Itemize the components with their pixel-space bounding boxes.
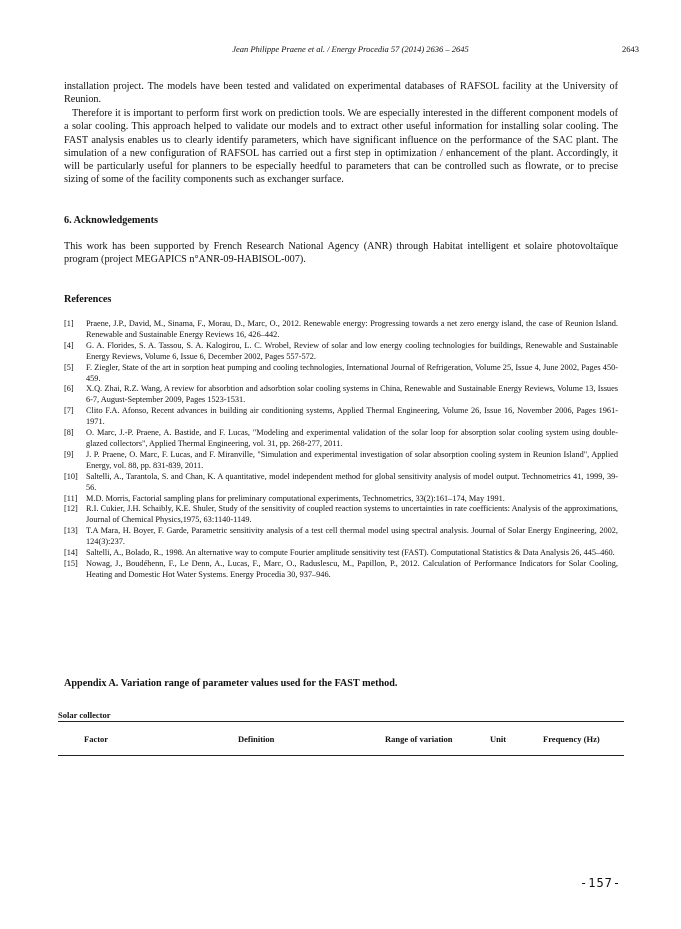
reference-number: [15]: [64, 558, 78, 568]
reference-text: Saltelli, A., Bolado, R., 1998. An alternative way to compute Fourier amplitude sensitivity test (FAST). Computational Statistics & Data Analysis 26, 445–460.: [86, 548, 615, 558]
reference-number: [13]: [64, 526, 78, 536]
reference-number: [4]: [64, 340, 74, 350]
appendix-heading: Appendix A. Variation range of parameter values used for the FAST method.: [64, 678, 398, 689]
reference-item: [64, 450, 618, 472]
acknowledgements-heading: 6. Acknowledgements: [64, 215, 158, 226]
reference-number: [6]: [64, 384, 74, 394]
reference-text: X.Q. Zhai, R.Z. Wang, A review for absorbtion and adsorbtion solar cooling systems in China, Renewable and Sustainable Energy Reviews, Volume 13, Issues 6-7, August-September 2009, Pages 1523-1531.: [86, 384, 618, 405]
reference-number: [14]: [64, 548, 78, 558]
reference-item: [64, 384, 618, 406]
reference-text: G. A. Florides, S. A. Tassou, S. A. Kalogirou, L. C. Wrobel, Review of solar and low energy cooling technologies for buildings, Renewable and Sustainable Energy Reviews, Volume 6, Issue 6, December 2002, Pages 557-572.: [86, 340, 618, 361]
references-heading: References: [64, 294, 112, 305]
reference-number: [1]: [64, 319, 74, 328]
footer-page-number: -157-: [580, 876, 622, 890]
reference-text: F. Ziegler, State of the art in sorption heat pumping and cooling technologies, International Journal of Refrigeration, Volume 25, Issue 4, June 2002, Pages 450-459.: [86, 362, 618, 383]
reference-item: [64, 341, 618, 363]
acknowledgements-text: This work has been supported by French Research National Agency (ANR) through Habitat intelligent et solaire photovoltaïque program (project MEGAPICS n°ANR-09-HABISOL-007).: [64, 241, 618, 266]
reference-number: [12]: [64, 504, 78, 514]
reference-text: M.D. Morris, Factorial sampling plans for preliminary computational experiments, Technometrics, 33(2):161–174, May 1991.: [86, 493, 505, 503]
column-header-frequency: Frequency (Hz): [543, 734, 600, 744]
reference-list: [64, 319, 618, 581]
reference-item: [64, 548, 618, 559]
reference-item: [64, 472, 618, 494]
reference-item: [64, 428, 618, 450]
reference-text: J. P. Praene, O. Marc, F. Lucas, and F. Miranville, "Simulation and experimental investigation of solar absorption cooling system in Reunion Island", Applied Energy, vol. 88, pp. 831-839, 2011.: [86, 449, 618, 470]
reference-text: Saltelli, A., Tarantola, S. and Chan, K. A quantitative, model independent method for global sensitivity analysis of model output. Technometrics 41, 1999, 39-56.: [86, 471, 618, 492]
running-title: Jean Philippe Praene et al. / Energy Procedia 57 (2014) 2636 – 2645: [232, 44, 469, 54]
reference-item: [64, 406, 618, 428]
reference-number: [7]: [64, 406, 74, 416]
reference-item: [64, 559, 618, 581]
paragraph-2: Therefore it is important to perform first work on prediction tools. We are especially interested in the different component models of a solar cooling. This approach helped to validate our models and to extract other useful information for installing solar cooling. The FAST analysis enables us to clearly identify parameters, which have significant influence on the performance of the SAC plant. The simulation of a new configuration of RAFSOL has carried out a first step in optimization / enhancement of the plant. Accordingly, it will be particularly useful for planners to be especially heedful to parameters that can be controlled such as flowrate, or to precise sizing of some of the facility components such as exchanger surface.: [64, 108, 618, 186]
reference-text: O. Marc, J.-P. Praene, A. Bastide, and F. Lucas, "Modeling and experimental validation of the solar loop for absorption solar cooling system using double-glazed collectors", Applied Thermal Engineering, vol. 31, pp. 268-277, 2011.: [86, 428, 618, 448]
column-header-definition: Definition: [238, 734, 275, 744]
reference-number: [10]: [64, 471, 78, 481]
reference-number: [8]: [64, 428, 74, 438]
reference-text: Praene, J.P., David, M., Sinama, F., Morau, D., Marc, O., 2012. Renewable energy: Progressing towards a net zero energy island, the case of Reunion Island. Renewable and Sustainable Energy Reviews 16, 426–442.: [86, 319, 618, 339]
reference-text: R.I. Cukier, J.H. Schaibly, K.E. Shuler, Study of the sensitivity of coupled reaction systems to uncertainties in rate coefficients: Analysis of the approximations, Journal of Chemical Physics,1975, 63:1140-1149.: [86, 504, 618, 525]
reference-number: [9]: [64, 449, 74, 459]
column-header-unit: Unit: [490, 734, 507, 744]
column-header-range: Range of variation: [385, 734, 453, 744]
running-header: [62, 44, 639, 58]
reference-text: Nowag, J., Boudéhenn, F., Le Denn, A., Lucas, F., Marc, O., Raduslescu, M., Papillon, P., 2012. Calculation of Performance Indicators for Solar Cooling, Heating and Domestic Hot Water Systems. Energy Procedia 30, 937–946.: [86, 558, 618, 579]
reference-item: [64, 526, 618, 548]
paragraph-1: installation project. The models have been tested and validated on experimental databases of RAFSOL facility at the University of Reunion.: [64, 81, 618, 106]
table-header-rule: [58, 755, 624, 756]
reference-item: [64, 504, 618, 526]
reference-item: [64, 363, 618, 385]
table-caption: Solar collector: [58, 710, 111, 720]
column-header-factor: Factor: [84, 734, 109, 744]
page-number-top: 2643: [622, 44, 639, 54]
reference-number: [11]: [64, 493, 78, 503]
reference-text: Clito F.A. Afonso, Recent advances in building air conditioning systems, Applied Thermal Engineering, Volume 26, Issue 16, November 2006, Pages 1961-1971.: [86, 406, 618, 427]
reference-text: T.A Mara, H. Boyer, F. Garde, Parametric sensitivity analysis of a test cell thermal model using spectral analysis. Journal of Solar Energy Engineering, 2002, 124(3):237.: [86, 526, 618, 547]
reference-number: [5]: [64, 362, 74, 372]
table-top-rule: [58, 721, 624, 722]
reference-item: [64, 494, 618, 505]
reference-item: [64, 319, 618, 341]
